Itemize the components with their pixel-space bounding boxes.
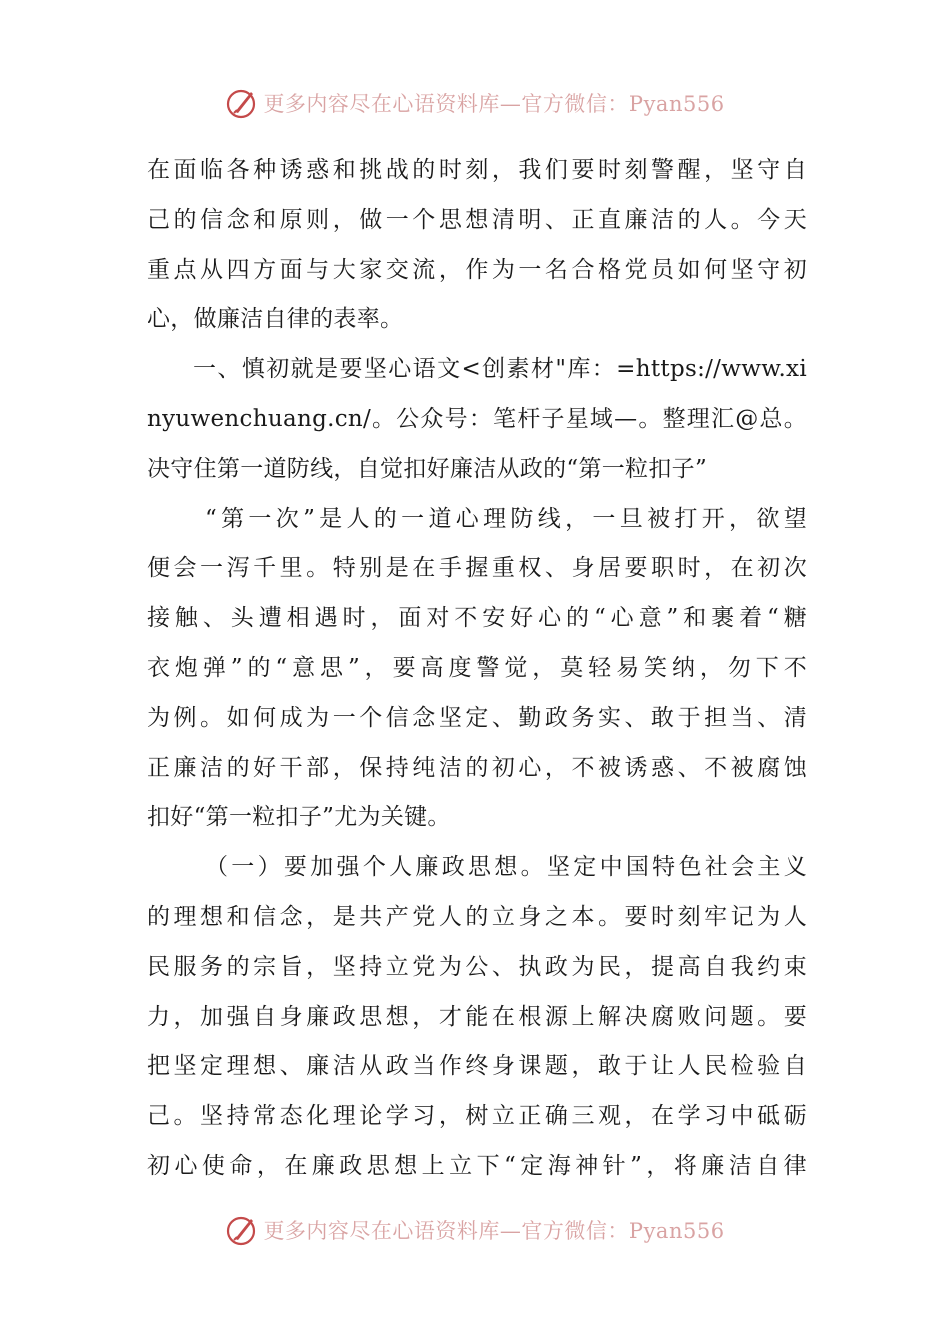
- text-line: 己的信念和原则，做一个思想清明、正直廉洁的人。今天: [147, 206, 807, 233]
- text-line: 决守住第一道防线，自觉扣好廉洁从政的“第一粒扣子”: [147, 455, 708, 482]
- text-line: 力，加强自身廉政思想，才能在根源上解决腐败问题。要: [147, 1003, 807, 1030]
- text-line: 初心使命，在廉政思想上立下“定海神针”，将廉洁自律: [147, 1152, 807, 1179]
- document-body: [147, 146, 807, 1192]
- quill-pen-logo-icon: [225, 86, 259, 120]
- footer-watermark-banner: [0, 1210, 950, 1250]
- text-line: 己。坚持常态化理论学习，树立正确三观，在学习中砥砺: [147, 1103, 807, 1130]
- quill-pen-logo-icon: [225, 1213, 259, 1247]
- text-line: nyuwenchuang.cn/。公众号：笔杆子星域—。整理汇@总。: [147, 405, 807, 432]
- header-watermark-banner: [0, 83, 950, 123]
- text-line: 正廉洁的好干部，保持纯洁的初心，不被诱惑、不被腐蚀: [147, 754, 807, 781]
- text-line: “第一次”是人的一道心理防线，一旦被打开，欲望: [205, 505, 807, 532]
- text-line: 扣好“第一粒扣子”尤为关键。: [147, 804, 451, 831]
- section-heading-line: 一、慎初就是要坚心语文<创素材"库：=https://www.xi: [193, 356, 807, 383]
- text-line: 在面临各种诱惑和挑战的时刻，我们要时刻警醒，坚守自: [147, 157, 807, 183]
- text-line: 接触、头遭相遇时，面对不安好心的“心意”和裹着“糖: [147, 605, 807, 632]
- text-line: 的理想和信念，是共产党人的立身之本。要时刻牢记为人: [147, 903, 807, 930]
- text-line: 衣炮弹”的“意思”，要高度警觉，莫轻易笑纳，勿下不: [147, 654, 807, 681]
- text-line: 便会一泻千里。特别是在手握重权、身居要职时，在初次: [147, 555, 807, 582]
- text-line: 心，做廉洁自律的表率。: [147, 306, 404, 333]
- text-line: 重点从四方面与大家交流，作为一名合格党员如何坚守初: [147, 256, 807, 283]
- banner-text: 更多内容尽在心语资料库—官方微信：Pyan556: [263, 92, 725, 116]
- text-line: 把坚定理想、廉洁从政当作终身课题，敢于让人民检验自: [147, 1053, 807, 1080]
- subsection-heading-line: （一）要加强个人廉政思想。坚定中国特色社会主义: [205, 854, 807, 881]
- banner-text: 更多内容尽在心语资料库—官方微信：Pyan556: [263, 1219, 725, 1243]
- text-line: 为例。如何成为一个信念坚定、勤政务实、敢于担当、清: [147, 704, 807, 731]
- text-line: 民服务的宗旨，坚持立党为公、执政为民，提高自我约束: [147, 953, 807, 980]
